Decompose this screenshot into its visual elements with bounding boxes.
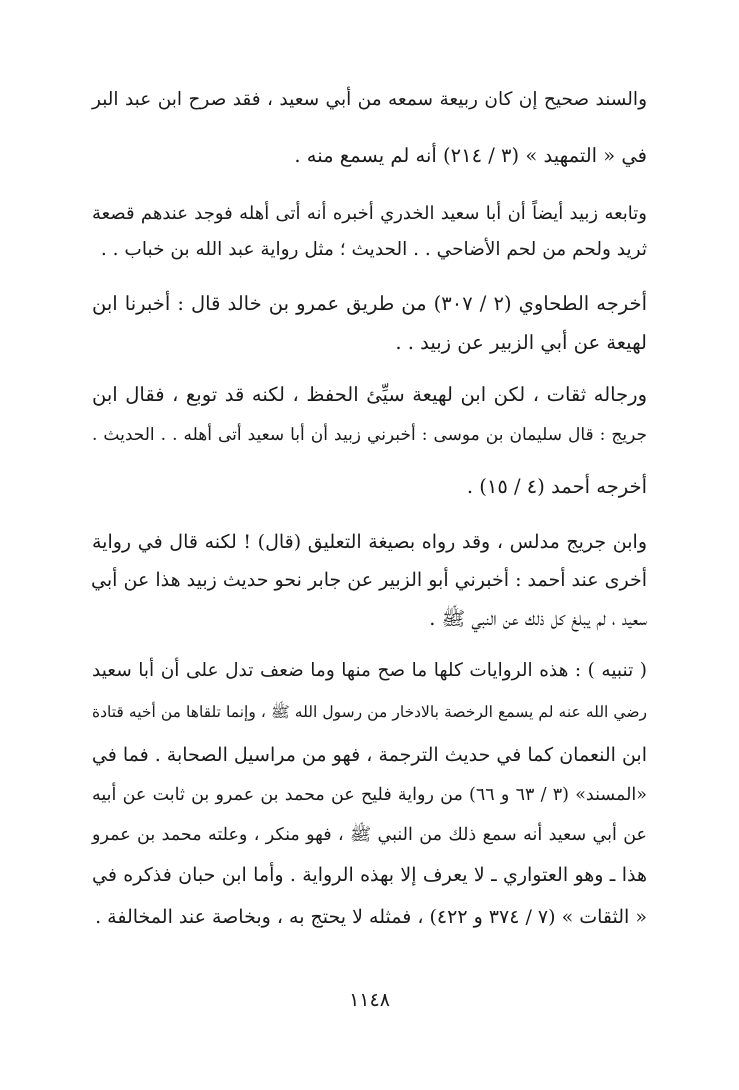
text-line: سعيد ، لم يبلغ كل ذلك عن النبي ﷺ . (429, 607, 647, 630)
text-line: لهيعة عن أبي الزبير عن زبيد . . (395, 331, 647, 354)
text-line: ثريد ولحم من لحم الأضاحي . . الحديث ؛ مثل رواية عبد الله بن خباب . . (100, 239, 647, 260)
text-line: « الثقات » (٧ / ٣٧٤ و ٤٢٢) ، فمثله لا يحتج به ، وبخاصة عند المخالفة . (95, 906, 647, 928)
text-line: جريج : قال سليمان بن موسى : أخبرني زبيد أن أبا سعيد أتى أهله . . الحديث . (92, 425, 647, 445)
text-line: وابن جريج مدلس ، وقد رواه بصيغة التعليق (قال) ! لكنه قال في رواية (92, 531, 647, 553)
text-line: رضي الله عنه لم يسمع الرخصة بالادخار من رسول الله ﷺ ، وإنما تلقاها من أخيه قتادة (92, 703, 647, 721)
text-line: في « التمهيد » (٣ / ٢١٤) أنه لم يسمع منه . (294, 144, 647, 167)
text-line: والسند صحيح إن كان ربيعة سمعه من أبي سعيد ، فقد صرح ابن عبد البر (92, 89, 647, 110)
text-line: ابن النعمان كما في حديث الترجمة ، فهو من مراسيل الصحابة . فما في (91, 744, 647, 766)
text-line: هذا ـ وهو العتواري ـ لا يعرف إلا بهذه الرواية . وأما ابن حبان فذكره في (92, 864, 647, 886)
text-line: وتابعه زبيد أيضاً أن أبا سعيد الخدري أخبره أنه أتى أهله فوجد عندهم قصعة (92, 203, 647, 224)
text-line: أخرجه الطحاوي (٢ / ٣٠٧) من طريق عمرو بن خالد قال : أخبرنا ابن (92, 292, 648, 315)
text-line: ( تنبيه ) : هذه الروايات كلها ما صح منها وما ضعف تدل على أن أبا سعيد (92, 660, 647, 681)
page-number: ١١٤٨ (349, 989, 390, 1011)
text-line: أخرى عند أحمد : أخبرني أبو الزبير عن جابر نحو حديث زبيد هذا عن أبي (91, 569, 647, 591)
text-line: ورجاله ثقات ، لكن ابن لهيعة سيِّئ الحفظ ، لكنه قد توبع ، فقال ابن (92, 383, 647, 406)
text-line: أخرجه أحمد (٤ / ١٥) . (466, 475, 647, 498)
text-line: عن أبي سعيد أنه سمع ذلك من النبي ﷺ ، فهو منكر ، وعلته محمد بن عمرو (92, 825, 647, 845)
text-line: «المسند» (٣ / ٦٣ و ٦٦) من رواية فليح عن محمد بن عمرو بن ثابت عن أبيه (92, 785, 648, 805)
